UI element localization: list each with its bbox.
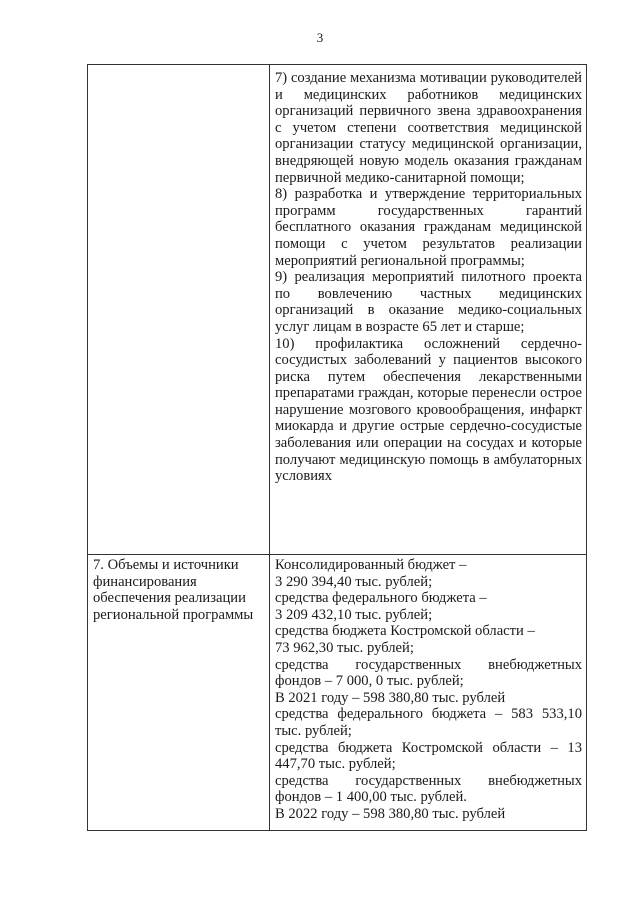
section-7-heading: 7. Объемы и источники финансирования обеспечения реализации региональной программы — [88, 555, 270, 831]
financing-line: средства государственных внебюджетных фондов – 7 000, 0 тыс. рублей; — [275, 656, 582, 690]
table-row — [88, 65, 587, 555]
financing-line: Консолидированный бюджет – — [275, 557, 467, 573]
table-row — [88, 555, 587, 831]
financing-line: 3 209 432,10 тыс. рублей; — [275, 606, 433, 623]
financing-line: средства федерального бюджета – 583 533,10 тыс. рублей; — [275, 706, 582, 739]
program-passport-table — [87, 64, 587, 831]
table-cell-left-empty — [88, 65, 270, 555]
task-item-7: 7) создание механизма мотивации руководителей и медицинских работников медицинских организаций первичного звена здравоохранения с учетом степени соответствия медицинской организации статусу медицинской организации, внедряющей новую модель оказания гражданам первичной медико-санитарной помощи; — [275, 70, 582, 186]
table-cell-financing — [270, 555, 587, 831]
financing-line: В 2022 году – 598 380,80 тыс. рублей — [275, 805, 506, 822]
financing-line: 73 962,30 тыс. рублей; — [275, 639, 414, 656]
task-item-8: 8) разработка и утверждение территориальных программ государственных гарантий бесплатного оказания гражданам медицинской помощи с учетом результатов реализации мероприятий региональной программы; — [275, 186, 582, 269]
financing-line: средства бюджета Костромской области – — [275, 623, 535, 640]
financing-line: средства бюджета Костромской области – 13 447,70 тыс. рублей; — [275, 739, 582, 773]
page-number: 3 — [316, 30, 324, 45]
task-item-9: 9) реализация мероприятий пилотного проекта по вовлечению частных медицинских организаций в оказание медико-социальных услуг лицам в возрасте 65 лет и старше; — [275, 269, 582, 335]
financing-line: средства федерального бюджета – — [275, 590, 487, 607]
financing-line: 3 290 394,40 тыс. рублей; — [275, 573, 433, 590]
financing-line: средства государственных внебюджетных фондов – 1 400,00 тыс. рублей. — [275, 772, 582, 806]
financing-line: В 2021 году – 598 380,80 тыс. рублей — [275, 689, 506, 706]
table-cell-tasks — [270, 65, 587, 555]
task-item-10: 10) профилактика осложнений сердечно-сосудистых заболеваний у пациентов высокого риска путем обеспечения лекарственными препаратами граждан, которые перенесли острое нарушение мозгового кровообращения, инфаркт миокарда и другие острые сердечно-сосудистые заболевания или операции на сосудах и которые получают медицинскую помощь в амбулаторных условиях — [275, 335, 582, 485]
